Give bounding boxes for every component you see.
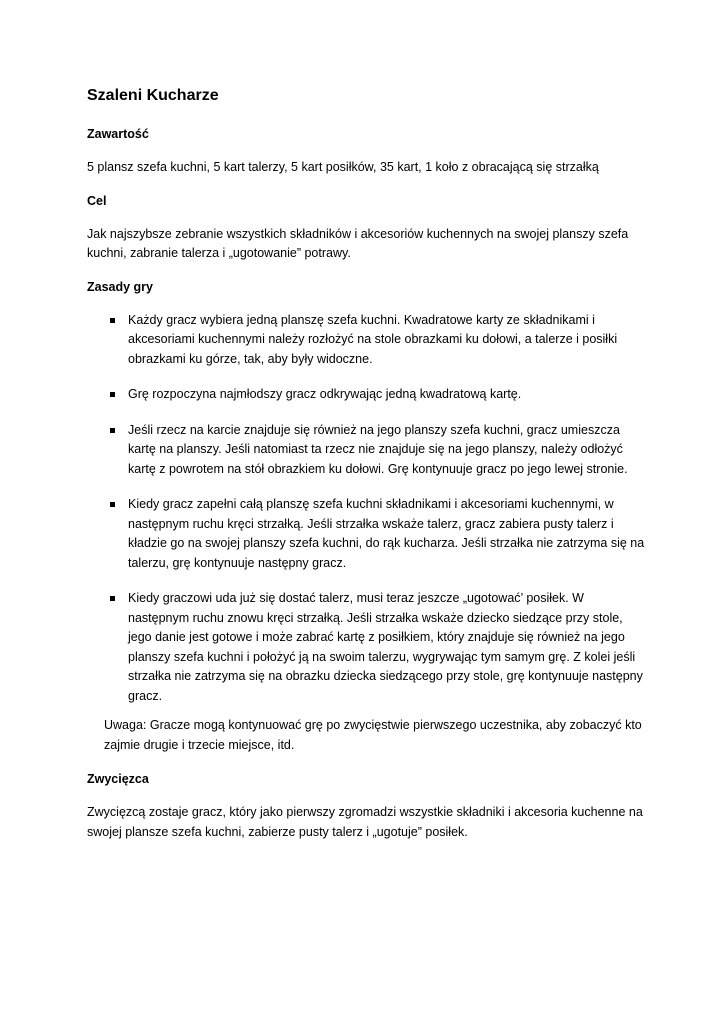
rule-text: Każdy gracz wybiera jedną planszę szefa kuchni. Kwadratowe karty ze składnikami i akcesoriami kuchennymi należy rozłożyć na stole obrazkami ku dołowi, a talerze i posiłki obrazkami ku górze, tak, aby były widoczne. — [128, 312, 618, 366]
list-item — [87, 589, 647, 706]
square-bullet-icon — [110, 428, 115, 433]
rules-note: Uwaga: Gracze mogą kontynuować grę po zwycięstwie pierwszego uczestnika, aby zobaczyć kto zajmie drugie i trzecie miejsce, itd. — [104, 718, 642, 752]
square-bullet-icon — [110, 392, 115, 397]
list-item — [87, 495, 647, 573]
section-heading-goal: Cel — [87, 193, 107, 208]
section-heading-contents: Zawartość — [87, 127, 149, 141]
list-item — [87, 311, 647, 370]
rule-text: Grę rozpoczyna najmłodszy gracz odkrywając jedną kwadratową kartę. — [128, 387, 522, 401]
square-bullet-icon — [110, 318, 115, 323]
section-heading-winner: Zwycięzca — [87, 772, 149, 786]
list-item — [87, 421, 647, 480]
rule-text: Jeśli rzecz na karcie znajduje się również na jego planszy szefa kuchni, gracz umieszcza kartę na planszy. Jeśli natomiast ta rzecz nie znajduje się na jego planszy, należy odłożyć kartę z powrotem na stół obrazkiem ku dołowi. Grę kontynuuje gracz po jego lewej stronie. — [128, 422, 628, 476]
goal-text: Jak najszybsze zebranie wszystkich składników i akcesoriów kuchennych na swojej planszy szefa kuchni, zabranie talerza i „ugotowanie” potrawy. — [87, 226, 629, 260]
contents-text: 5 plansz szefa kuchni, 5 kart talerzy, 5 kart posiłków, 35 kart, 1 koło z obracającą się strzałką — [87, 160, 599, 174]
list-item — [87, 385, 647, 405]
square-bullet-icon — [110, 596, 115, 601]
document-title: Szaleni Kucharze — [87, 87, 219, 104]
section-heading-rules: Zasady gry — [87, 279, 154, 294]
document-page — [87, 86, 647, 856]
winner-text: Zwycięzcą zostaje gracz, który jako pierwszy zgromadzi wszystkie składniki i akcesoria kuchenne na swojej plansze szefa kuchni, zabierze pusty talerz i „ugotuje” posiłek. — [87, 805, 643, 839]
rule-text: Kiedy gracz zapełni całą planszę szefa kuchni składnikami i akcesoriami kuchennymi, w następnym ruchu kręci strzałką. Jeśli strzałka wskaże talerz, gracz zabiera pusty talerz i kładzie go na swojej planszy szefa kuchni, do rąk kucharza. Jeśli strzałka nie zatrzyma się na talerzu, grę kontynuuje następny gracz. — [128, 497, 645, 570]
rules-list — [87, 311, 647, 707]
square-bullet-icon — [110, 502, 115, 507]
rule-text: Kiedy graczowi uda już się dostać talerz, musi teraz jeszcze „ugotować’ posiłek. W następnym ruchu znowu kręci strzałką. Jeśli strzałka wskaże dziecko siedzące przy stole, jego danie jest gotowe i może zabrać kartę z posiłkiem, który znajduje się również na jego planszy szefa kuchni i położyć ją na swoim talerzu, wygrywając tym samym grę. Z kolei jeśli strzałka nie zatrzyma się na obrazku dziecka siedzącego przy stole, grę kontynuuje następny gracz. — [128, 591, 643, 703]
